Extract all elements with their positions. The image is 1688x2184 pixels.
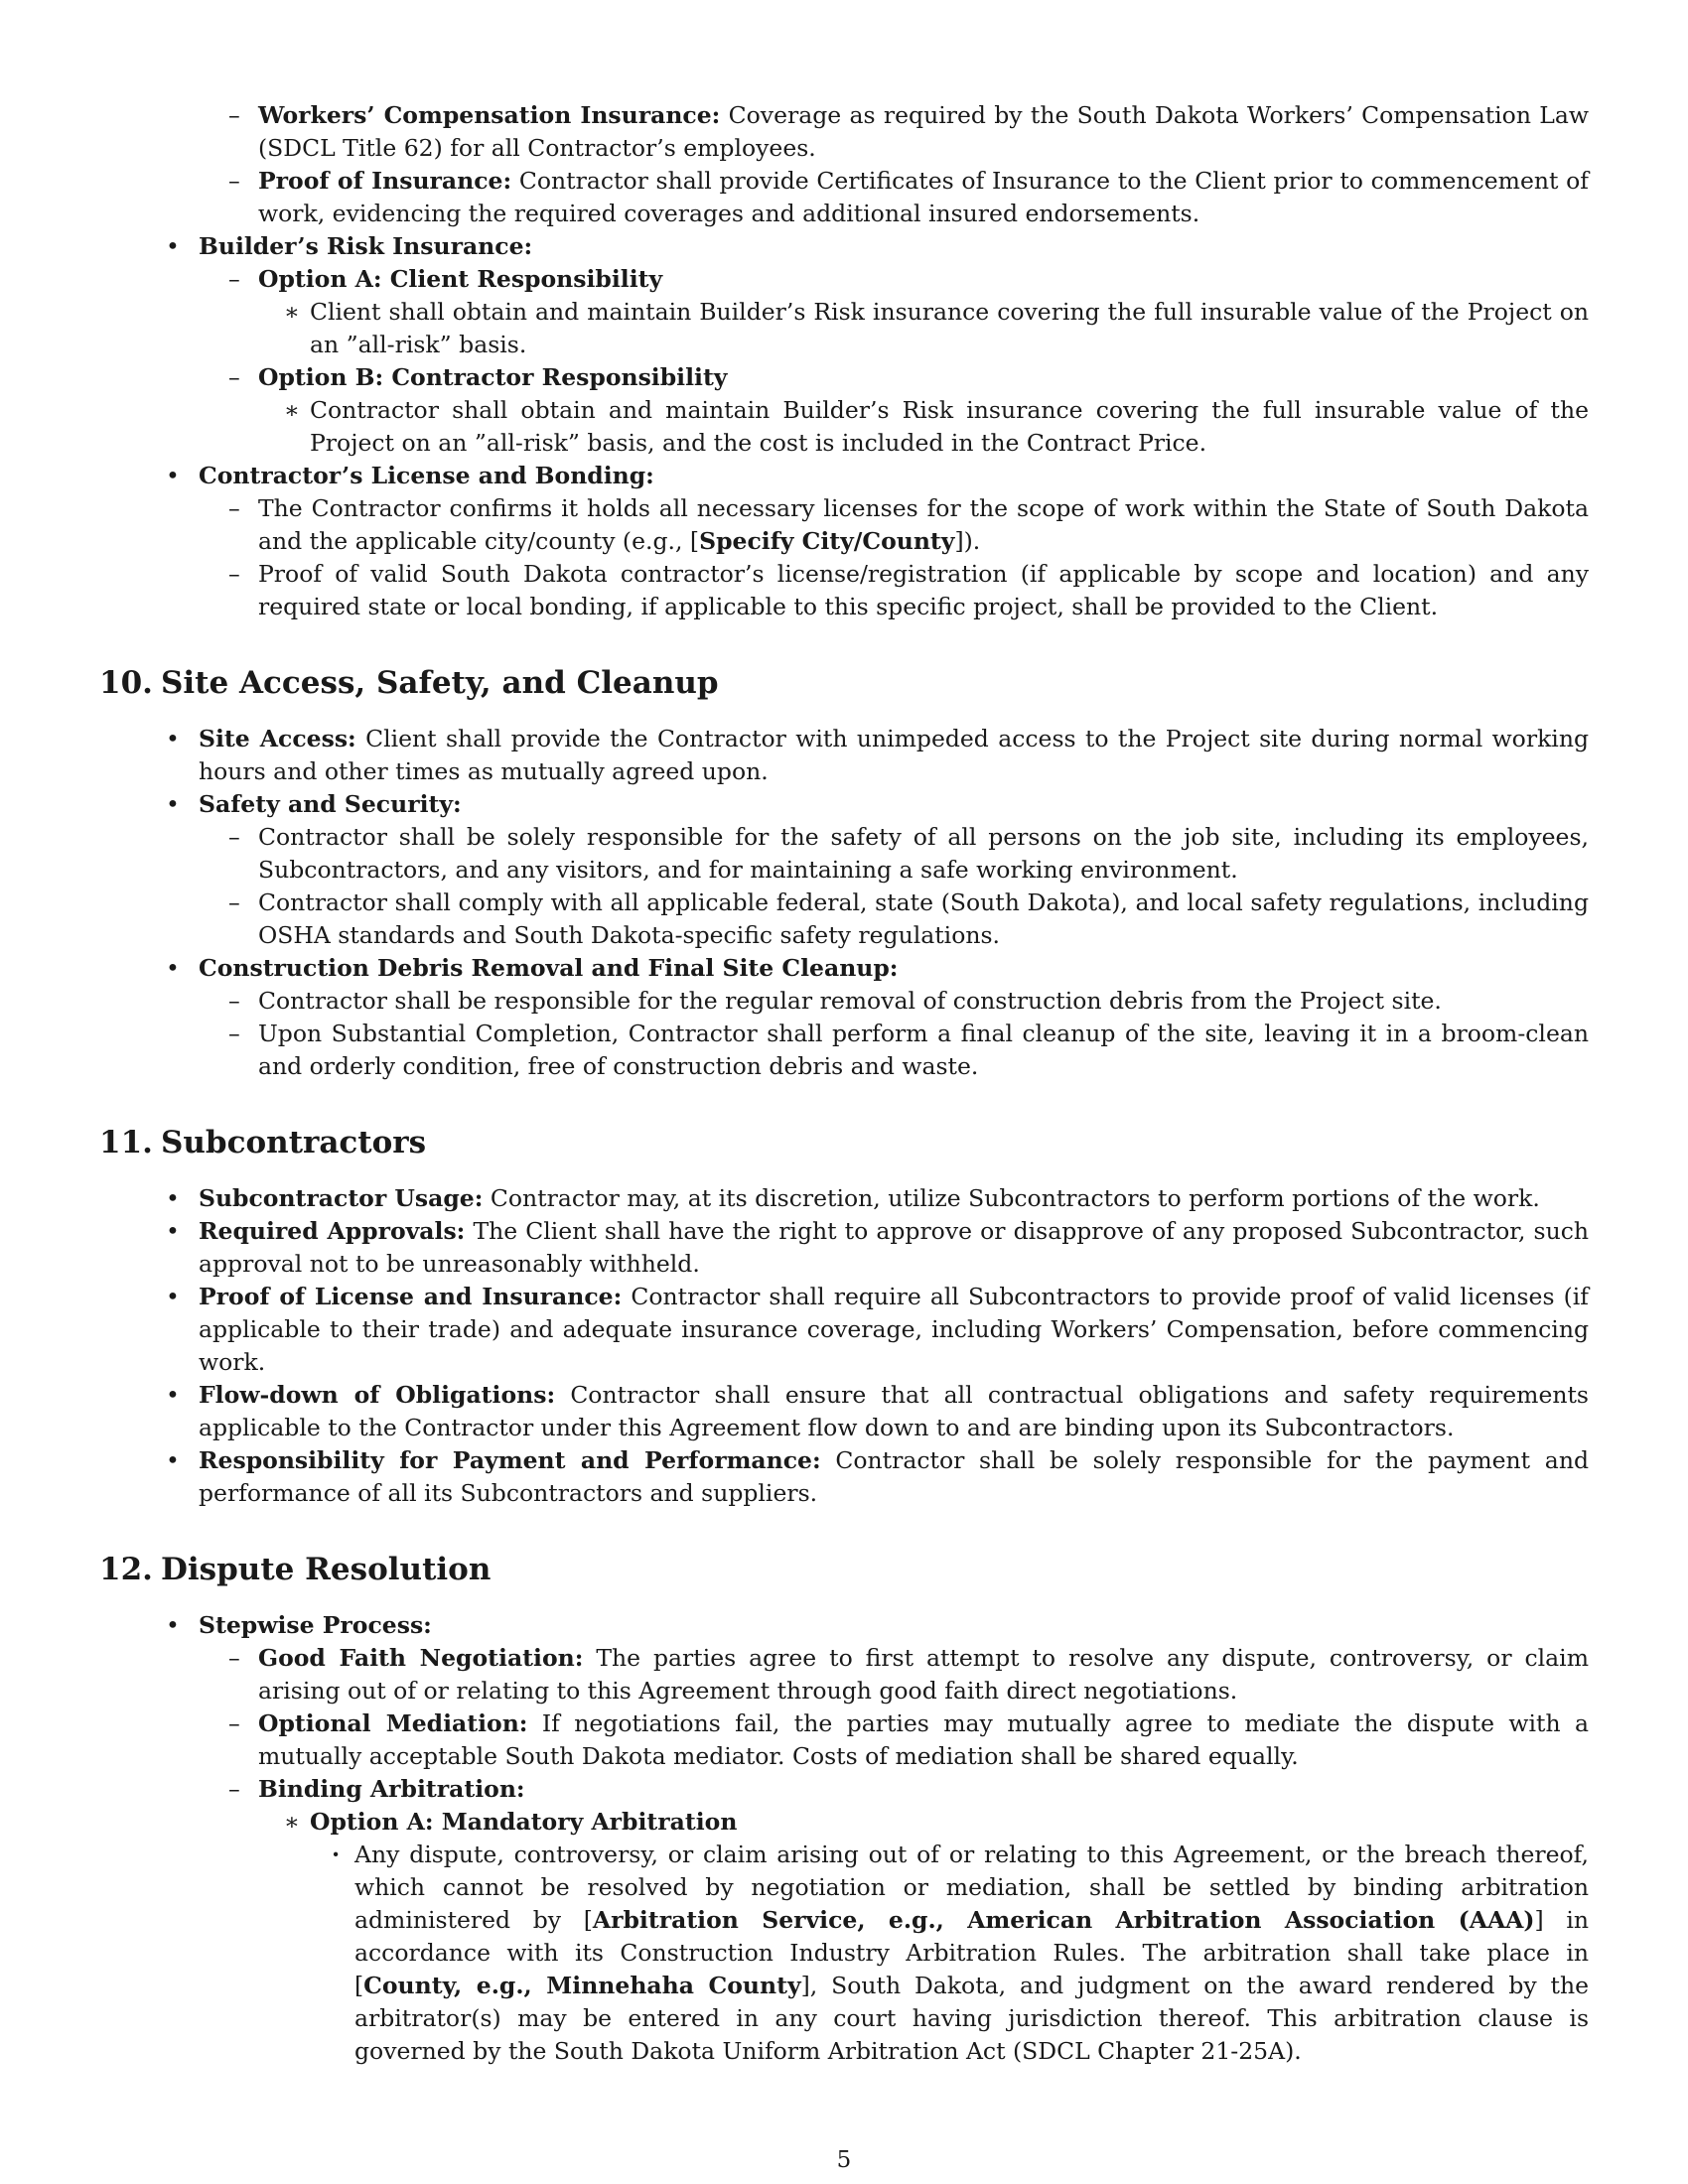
list-item: – Upon Substantial Completion, Contractor shall perform a final cleanup of the site, leaving it in a broom-clean and orderly condition, free of construction debris and waste. [199, 1018, 1589, 1083]
list-item: • Builder’s Risk Insurance: – Option A: Client Responsibility ∗ Client shall obtain and maintain Builder’s Risk insurance covering the full insurable value of the Project on an ”all-risk” basis. – Option B: Contractor Responsibility ∗ Contractor shall obtain and maintain Builder’s Risk insurance covering the full insurable value of the Project on an ”all-risk” basis, and the cost is included in the Contract Price. [129, 230, 1589, 460]
list-item: • Proof of License and Insurance: Contractor shall require all Subcontractors to provide proof of valid licenses (if applicable to their trade) and adequate insurance coverage, including Workers’ Compensation, before commencing work. [129, 1281, 1589, 1379]
list-item: • Responsibility for Payment and Performance: Contractor shall be solely responsible for the payment and performance of all its Subcontractors and suppliers. [129, 1444, 1589, 1510]
list-item: • Construction Debris Removal and Final Site Cleanup: – Contractor shall be responsible for the regular removal of construction debris from the Project site. – Upon Substantial Completion, Contractor shall perform a final cleanup of the site, leaving it in a broom-clean and orderly condition, free of construction debris and waste. [129, 952, 1589, 1083]
section-12-list [129, 1609, 1589, 2068]
list-item: – Option A: Client Responsibility ∗ Client shall obtain and maintain Builder’s Risk insurance covering the full insurable value of the Project on an ”all-risk” basis. [199, 263, 1589, 361]
list-item: – Workers’ Compensation Insurance: Coverage as required by the South Dakota Workers’ Compensation Law (SDCL Title 62) for all Contractor’s employees. [199, 99, 1589, 165]
document-page [99, 99, 1589, 2068]
insurance-continued-list [199, 99, 1589, 230]
list-item: ∗ Client shall obtain and maintain Builder’s Risk insurance covering the full insurable value of the Project on an ”all-risk” basis. [258, 296, 1589, 361]
list-item: ∗ Contractor shall obtain and maintain Builder’s Risk insurance covering the full insurable value of the Project on an ”all-risk” basis, and the cost is included in the Contract Price. [258, 394, 1589, 460]
section-11-list [129, 1182, 1589, 1510]
list-item: – Proof of valid South Dakota contractor’s license/registration (if applicable by scope and location) and any required state or local bonding, if applicable to this specific project, shall be provided to the Client. [199, 558, 1589, 623]
list-item: – Proof of Insurance: Contractor shall provide Certificates of Insurance to the Client prior to commencement of work, evidencing the required coverages and additional insured endorsements. [199, 165, 1589, 230]
list-item: – Good Faith Negotiation: The parties agree to first attempt to resolve any dispute, controversy, or claim arising out of or relating to this Agreement through good faith direct negotiations. [199, 1642, 1589, 1707]
section-heading-11: 11. Subcontractors [99, 1125, 427, 1160]
section-heading-12: 12. Dispute Resolution [99, 1552, 492, 1587]
page-number: 5 [836, 2147, 852, 2173]
list-item: – Contractor shall comply with all applicable federal, state (South Dakota), and local safety regulations, including OSHA standards and South Dakota-specific safety regulations. [199, 887, 1589, 952]
list-item: • Flow-down of Obligations: Contractor shall ensure that all contractual obligations and safety requirements applicable to the Contractor under this Agreement flow down to and are binding upon its Subcontractors. [129, 1379, 1589, 1444]
list-item: ∗ Option A: Mandatory Arbitration · Any dispute, controversy, or claim arising out of or relating to this Agreement, or the breach thereof, which cannot be resolved by negotiation or mediation, shall be settled by binding arbitration administered by [Arbitration Service, e.g., American Arbitration Association (AAA)] in accordance with its Construction Industry Arbitration Rules. The arbitration shall take place in [County, e.g., Minnehaha County], South Dakota, and judgment on the award rendered by the arbitrator(s) may be entered in any court having jurisdiction thereof. This arbitration clause is governed by the South Dakota Uniform Arbitration Act (SDCL Chapter 21-25A). [258, 1806, 1589, 2068]
list-item: – Option B: Contractor Responsibility ∗ Contractor shall obtain and maintain Builder’s Risk insurance covering the full insurable value of the Project on an ”all-risk” basis, and the cost is included in the Contract Price. [199, 361, 1589, 460]
list-item: – Contractor shall be solely responsible for the safety of all persons on the job site, including its employees, Subcontractors, and any visitors, and for maintaining a safe working environment. [199, 821, 1589, 887]
list-item: • Stepwise Process: – Good Faith Negotiation: The parties agree to first attempt to resolve any dispute, controversy, or claim arising out of or relating to this Agreement through good faith direct negotiations. – Optional Mediation: If negotiations fail, the parties may mutually agree to mediate the dispute with a mutually acceptable South Dakota mediator. Costs of mediation shall be shared equally. – Binding Arbitration: ∗ Option A: Mandatory Arbitration · Any dispute, controversy, or claim arising out of or relating to this Agreement, or the breach thereof, which cannot be resolved by negotiation or mediation, shall be settled by binding arbitration administered by [Arbitration Service, e.g., American Arbitration Association (AAA)] in accordance with its Construction Industry Arbitration Rules. The arbitration shall take place in [County, e.g., Minnehaha County], South Dakota, and judgment on the award rendered by the arbitrator(s) may be entered in any court having jurisdiction thereof. This arbitration clause is governed by the South Dakota Uniform Arbitration Act (SDCL Chapter 21-25A). [129, 1609, 1589, 2068]
list-item: · Any dispute, controversy, or claim arising out of or relating to this Agreement, or the breach thereof, which cannot be resolved by negotiation or mediation, shall be settled by binding arbitration administered by [Arbitration Service, e.g., American Arbitration Association (AAA)] in accordance with its Construction Industry Arbitration Rules. The arbitration shall take place in [County, e.g., Minnehaha County], South Dakota, and judgment on the award rendered by the arbitrator(s) may be entered in any court having jurisdiction thereof. This arbitration clause is governed by the South Dakota Uniform Arbitration Act (SDCL Chapter 21-25A). [310, 1839, 1589, 2068]
list-item: • Subcontractor Usage: Contractor may, at its discretion, utilize Subcontractors to perform portions of the work. [129, 1182, 1589, 1215]
section-10-list [129, 723, 1589, 1083]
section-heading-10: 10. Site Access, Safety, and Cleanup [99, 665, 719, 701]
list-item: • Site Access: Client shall provide the Contractor with unimpeded access to the Project site during normal working hours and other times as mutually agreed upon. [129, 723, 1589, 788]
insurance-list [129, 230, 1589, 623]
list-item: • Required Approvals: The Client shall have the right to approve or disapprove of any proposed Subcontractor, such approval not to be unreasonably withheld. [129, 1215, 1589, 1281]
list-item: • Safety and Security: – Contractor shall be solely responsible for the safety of all persons on the job site, including its employees, Subcontractors, and any visitors, and for maintaining a safe working environment. – Contractor shall comply with all applicable federal, state (South Dakota), and local safety regulations, including OSHA standards and South Dakota-specific safety regulations. [129, 788, 1589, 952]
list-item: – Optional Mediation: If negotiations fail, the parties may mutually agree to mediate the dispute with a mutually acceptable South Dakota mediator. Costs of mediation shall be shared equally. [199, 1707, 1589, 1773]
list-item: – Contractor shall be responsible for the regular removal of construction debris from the Project site. [199, 985, 1589, 1018]
list-item: • Contractor’s License and Bonding: – The Contractor confirms it holds all necessary licenses for the scope of work within the State of South Dakota and the applicable city/county (e.g., [Specify City/County]). – Proof of valid South Dakota contractor’s license/registration (if applicable by scope and location) and any required state or local bonding, if applicable to this specific project, shall be provided to the Client. [129, 460, 1589, 623]
list-item: – The Contractor confirms it holds all necessary licenses for the scope of work within the State of South Dakota and the applicable city/county (e.g., [Specify City/County]). [199, 492, 1589, 558]
list-item: – Binding Arbitration: ∗ Option A: Mandatory Arbitration · Any dispute, controversy, or claim arising out of or relating to this Agreement, or the breach thereof, which cannot be resolved by negotiation or mediation, shall be settled by binding arbitration administered by [Arbitration Service, e.g., American Arbitration Association (AAA)] in accordance with its Construction Industry Arbitration Rules. The arbitration shall take place in [County, e.g., Minnehaha County], South Dakota, and judgment on the award rendered by the arbitrator(s) may be entered in any court having jurisdiction thereof. This arbitration clause is governed by the South Dakota Uniform Arbitration Act (SDCL Chapter 21-25A). [199, 1773, 1589, 2068]
